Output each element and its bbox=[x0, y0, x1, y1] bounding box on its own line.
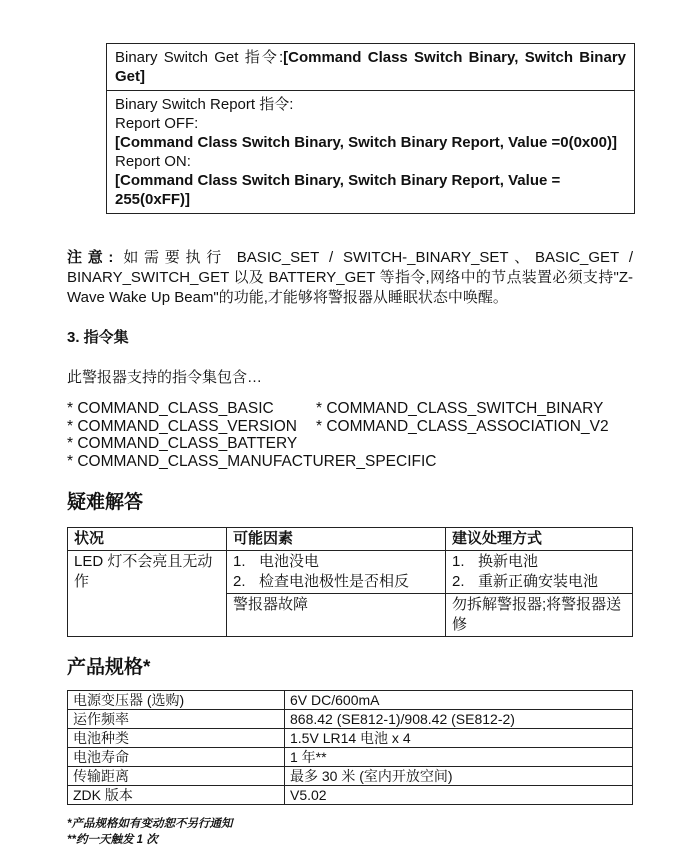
report-on-label: Report ON: bbox=[115, 153, 191, 170]
table-row bbox=[68, 786, 633, 805]
header-cause: 可能因素 bbox=[227, 528, 446, 551]
spec-key: 运作频率 bbox=[68, 710, 285, 729]
list-item: 2. 检查电池极性是否相反 bbox=[233, 573, 410, 590]
spec-key: 电源变压器 (选购) bbox=[68, 691, 285, 710]
causes-cell bbox=[227, 551, 446, 594]
specs-table bbox=[67, 690, 633, 805]
specs-title: 产品规格* bbox=[67, 657, 151, 678]
header-action: 建议处理方式 bbox=[446, 528, 633, 551]
report-on-command: [Command Class Switch Binary, Switch Binary Report, Value = 255(0xFF)] bbox=[115, 172, 561, 208]
switch-report-heading: Binary Switch Report 指令: bbox=[115, 96, 294, 113]
spec-value: V5.02 bbox=[285, 786, 633, 805]
note-paragraph bbox=[67, 248, 633, 308]
command-class-item: * COMMAND_CLASS_MANUFACTURER_SPECIFIC bbox=[67, 452, 437, 470]
command-set-intro: 此警报器支持的指令集包含… bbox=[67, 369, 263, 386]
list-item: 1. 电池没电 bbox=[233, 553, 320, 570]
spec-footnote-1: *产品规格如有变动恕不另行通知 bbox=[67, 818, 233, 830]
command-class-item: * COMMAND_CLASS_BASIC bbox=[67, 400, 274, 417]
switch-get-cell bbox=[107, 44, 634, 90]
command-class-item: * COMMAND_CLASS_SWITCH_BINARY bbox=[316, 400, 604, 417]
cause-cell: 警报器故障 bbox=[227, 594, 446, 637]
table-header-row bbox=[68, 528, 633, 551]
spec-key: 电池种类 bbox=[68, 729, 285, 748]
action-cell: 勿拆解警报器;将警报器送修 bbox=[446, 594, 633, 637]
header-symptom: 状况 bbox=[68, 528, 227, 551]
note-label: 注意: bbox=[67, 249, 114, 266]
spec-key: 电池寿命 bbox=[68, 748, 285, 767]
spec-value: 1 年** bbox=[285, 748, 633, 767]
switch-get-prefix: Binary Switch Get 指令: bbox=[115, 49, 284, 66]
spec-value: 6V DC/600mA bbox=[285, 691, 633, 710]
spec-key: ZDK 版本 bbox=[68, 786, 285, 805]
report-off-label: Report OFF: bbox=[115, 115, 199, 132]
troubleshooting-title: 疑难解答 bbox=[67, 492, 144, 513]
table-row bbox=[68, 748, 633, 767]
actions-cell bbox=[446, 551, 633, 594]
switch-get-command: [Command Class Switch Binary, Switch Binary Get] bbox=[115, 49, 626, 85]
note-text: 如需要执行 BASIC_SET / SWITCH-_BINARY_SET、BASIC_GET / BINARY_SWITCH_GET 以及 BATTERY_GET 等指令,网络中的节点装置必须支持"Z-Wave Wake Up Beam"的功能,才能够将警报器从睡眠状态中唤醒。 bbox=[67, 249, 633, 306]
spec-value: 1.5V LR14 电池 x 4 bbox=[285, 729, 633, 748]
spec-value: 最多 30 米 (室内开放空间) bbox=[285, 767, 633, 786]
command-class-item: * COMMAND_CLASS_VERSION bbox=[67, 417, 297, 435]
spec-value: 868.42 (SE812-1)/908.42 (SE812-2) bbox=[285, 710, 633, 729]
table-row bbox=[68, 691, 633, 710]
report-off-command: [Command Class Switch Binary, Switch Binary Report, Value =0(0x00)] bbox=[115, 134, 617, 151]
symptom-cell: LED 灯不会亮且无动作 bbox=[68, 551, 227, 637]
command-set-heading: 3. 指令集 bbox=[67, 329, 129, 346]
spec-footnote-2: **约一天触发 1 次 bbox=[67, 834, 158, 846]
table-row bbox=[68, 767, 633, 786]
command-box bbox=[106, 43, 635, 214]
table-row bbox=[68, 551, 633, 594]
troubleshooting-table bbox=[67, 527, 633, 637]
table-row bbox=[68, 710, 633, 729]
list-item: 2. 重新正确安装电池 bbox=[452, 573, 599, 590]
list-item: 1. 换新电池 bbox=[452, 553, 539, 570]
spec-key: 传输距离 bbox=[68, 767, 285, 786]
table-row bbox=[68, 729, 633, 748]
switch-report-cell bbox=[107, 90, 634, 213]
command-class-item: * COMMAND_CLASS_ASSOCIATION_V2 bbox=[316, 417, 609, 435]
command-class-item: * COMMAND_CLASS_BATTERY bbox=[67, 435, 298, 452]
